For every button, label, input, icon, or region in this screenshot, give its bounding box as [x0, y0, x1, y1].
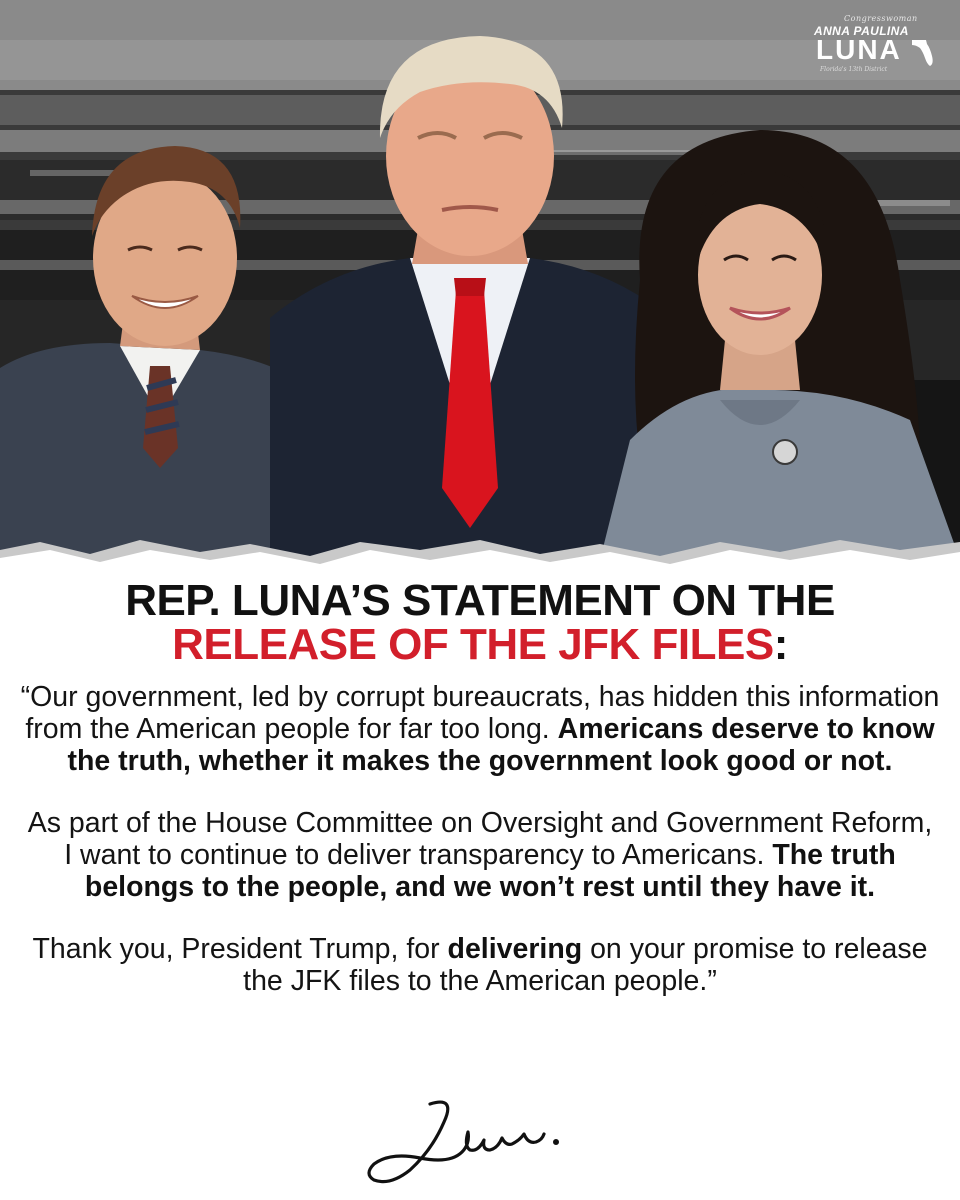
headline-accent: RELEASE OF THE JFK FILES	[172, 620, 774, 669]
paragraph-2-text: As part of the House Committee on Oversight and Government Reform, I want to continue to deliver transparency to Americans.	[27, 807, 933, 871]
paragraph-3-text-b: on your promise to release the JFK files to the American people.”	[243, 933, 928, 997]
logo-luna-text: LUNA	[816, 34, 902, 65]
luna-logo	[814, 14, 934, 78]
logo-tagline-text: Florida's 13th District	[820, 66, 888, 73]
hero-photo	[0, 0, 960, 560]
paragraph-1-emphasis: Americans deserve to know the truth, whether it makes the government look good or not.	[67, 713, 935, 777]
paragraph-2-emphasis: The truth belongs to the people, and we won’t rest until they have it.	[84, 839, 896, 903]
headline-line-1: REP. LUNA’S STATEMENT ON THE	[125, 576, 835, 625]
paragraph-3-text-a: Thank you, President Trump, for	[32, 933, 448, 965]
statement-paragraph-1	[20, 681, 940, 777]
florida-state-icon	[912, 38, 934, 68]
logo-name-text: ANNA PAULINA	[814, 24, 909, 38]
paragraph-1-text: “Our government, led by corrupt bureaucrats, has hidden this information from the American people for far too long.	[20, 681, 940, 745]
headline-colon: :	[773, 620, 788, 669]
luna-signature	[360, 1088, 600, 1192]
page-title	[0, 576, 960, 669]
logo-congresswoman-text: Congresswoman	[844, 14, 918, 23]
statement-paragraph-2	[20, 807, 940, 903]
headline-line-2	[0, 620, 960, 669]
paragraph-3-emphasis: delivering	[447, 933, 583, 965]
luna-portrait	[600, 120, 960, 560]
statement-paragraph-3	[20, 933, 940, 997]
statement-content	[0, 575, 960, 997]
